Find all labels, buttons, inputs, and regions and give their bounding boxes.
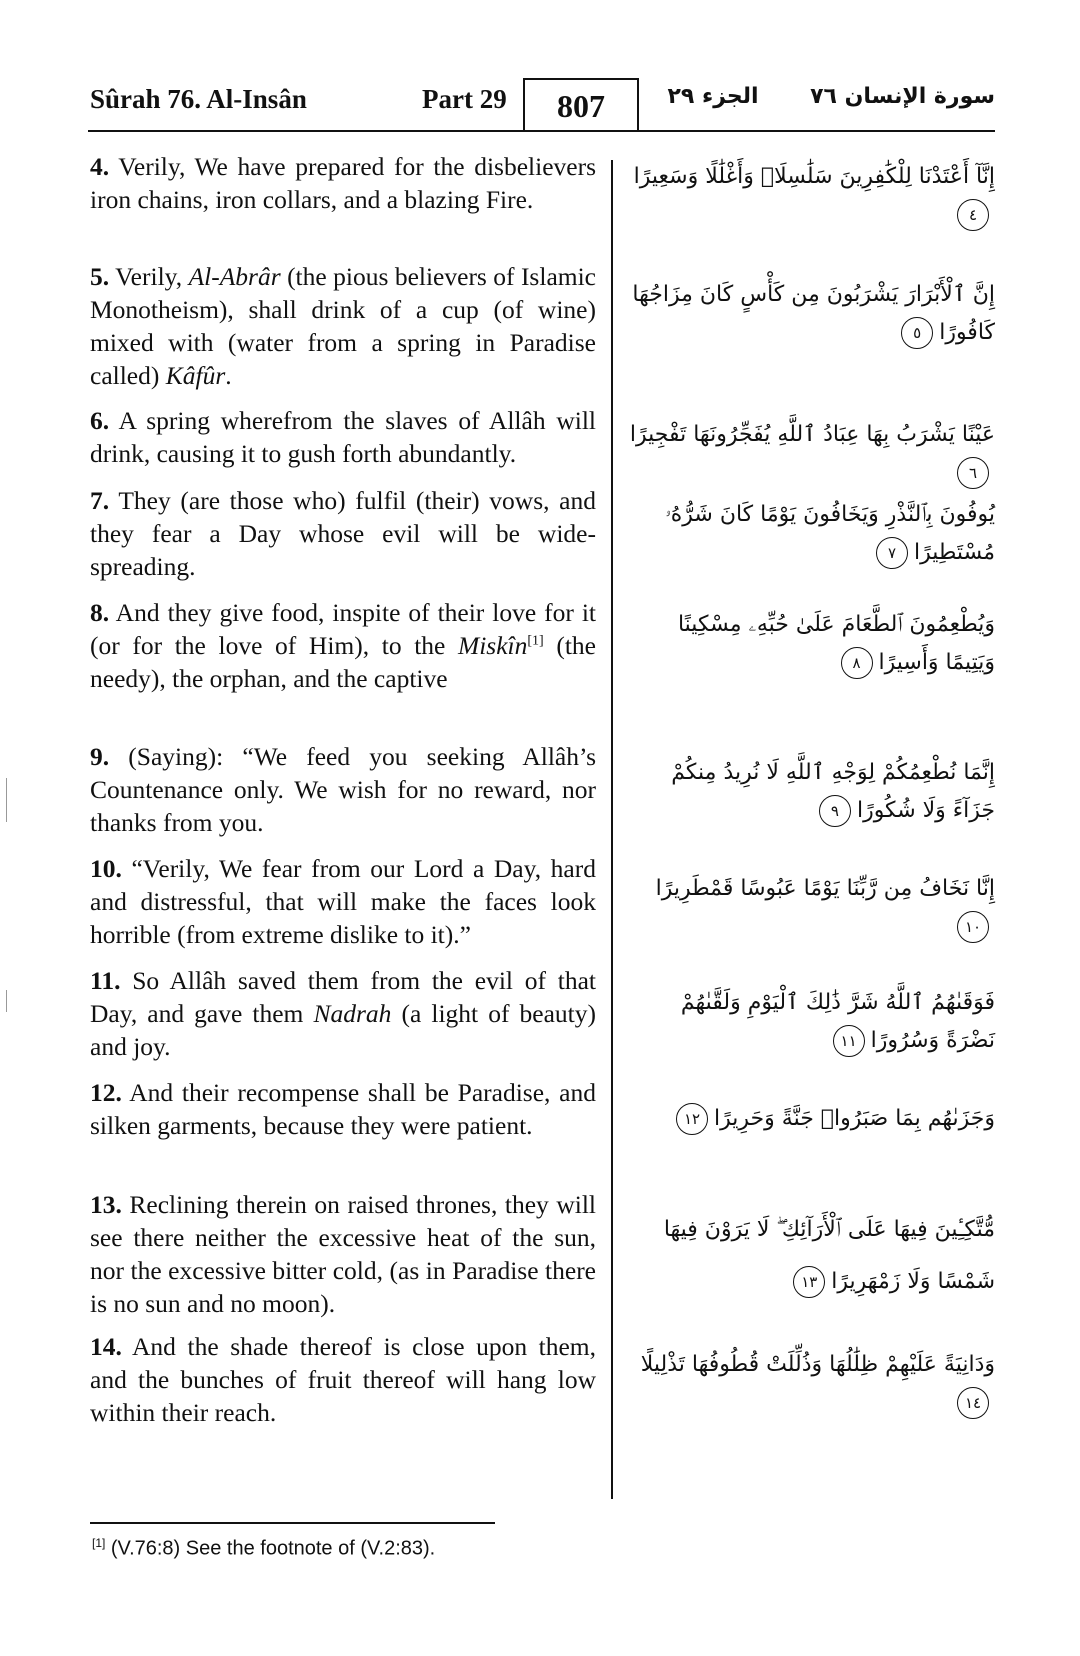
verse-text: (Saying): “We feed you seeking Allâh’s Countenance only. We wish for no reward, nor thanks from you. [90,742,596,837]
verse-6-arabic [625,416,995,492]
ayah-marker: ٧ [876,537,908,569]
verse-number: 6. [90,406,110,435]
surah-title: Sûrah 76. Al-Insân [90,84,307,114]
verse-11-arabic [625,984,995,1060]
term-italic: Kâfûr [165,361,226,390]
verse-5-arabic [625,276,995,352]
ayah-marker: ٥ [901,317,933,349]
verse-number: 13. [90,1190,122,1219]
term-italic: Nadrah [313,999,392,1028]
verse-text: Reclining therein on raised thrones, they will see there neither the excessive heat of the sun, nor the excessive bitter cold, (as in Paradise there is no sun and no moon). [90,1190,596,1318]
verse-number: 4. [90,152,110,181]
verse-4-arabic [625,158,995,234]
ayah-marker: ١١ [833,1025,865,1057]
verse-text: A spring wherefrom the slaves of Allâh will drink, causing it to gush forth abundantly. [90,406,596,468]
verse-text: “Verily, We fear from our Lord a Day, hard and distressful, that will make the faces look horrible (from extreme dislike to it).” [90,854,596,949]
arabic-text: يُوفُونَ بِٱلنَّذْرِ وَيَخَافُونَ يَوْمًا كَانَ شَرُّهُۥ مُسْتَطِيرًا [665,502,995,565]
verse-11 [90,964,596,1063]
verse-number: 5. [90,262,110,291]
ayah-marker: ٩ [819,795,851,827]
verse-10-arabic [625,870,995,946]
ayah-marker: ١٤ [957,1387,989,1419]
verse-text: (a light of beauty) and joy. [90,999,596,1061]
verse-10 [90,852,596,951]
footnote-divider [90,1522,495,1524]
verse-number: 7. [90,486,110,515]
verse-text: (the needy), the orphan, and the captive [90,631,596,693]
verse-5 [90,260,596,392]
arabic-text: وَدَانِيَةً عَلَيْهِمْ ظِلَٰلُهَا وَذُلِّلَتْ قُطُوفُهَا تَذْلِيلًا [640,1352,995,1377]
surah-title-arabic: سورة الإنسان ٧٦ [810,84,995,109]
verse-6 [90,404,596,470]
arabic-text: عَيْنًا يَشْرَبُ بِهَا عِبَادُ ٱللَّهِ يُفَجِّرُونَهَا تَفْجِيرًا [629,422,995,447]
ayah-marker: ٦ [957,457,989,489]
verse-text: And their recompense shall be Paradise, and silken garments, because they were patient. [90,1078,596,1140]
footnote-marker: [1] [92,1536,106,1550]
verse-13-arabic [625,1204,995,1308]
verse-text: And they give food, inspite of their love for it (or for the love of Him), to the [90,598,596,660]
scan-mark [6,990,7,1012]
verse-text: They (are those who) fulfil (their) vows, and they fear a Day whose evil will be wide-spreading. [90,486,596,581]
verse-number: 8. [90,598,110,627]
verse-text: So Allâh saved them from the evil of that Day, and gave them [90,966,596,1028]
page-header [90,78,995,132]
header-divider [88,130,995,132]
arabic-text: مُّتَّكِـِٔينَ فِيهَا عَلَى ٱلْأَرَآئِكِ ۖ لَا يَرَوْنَ فِيهَا شَمْسًا وَلَا زَمْهَرِيرًا [663,1217,995,1294]
verse-12 [90,1076,596,1142]
verse-number: 14. [90,1332,122,1361]
verse-8-arabic [625,606,995,682]
page-number: 807 [523,78,639,132]
arabic-text: إِنَّ ٱلْأَبْرَارَ يَشْرَبُونَ مِن كَأْسٍ كَانَ مِزَاجُهَا كَافُورًا [632,282,995,345]
footnote [92,1536,435,1561]
footnote-ref: [1] [527,633,544,649]
part-label: Part 29 [422,84,507,114]
verse-text: Verily, We have prepared for the disbelievers iron chains, iron collars, and a blazing Fire. [90,152,596,214]
ayah-marker: ٨ [841,647,873,679]
term-italic: Al-Abrâr [188,262,281,291]
arabic-text: إِنَّا نَخَافُ مِن رَّبِّنَا يَوْمًا عَبُوسًا قَمْطَرِيرًا [655,876,995,901]
term-italic: Miskîn [457,631,528,660]
arabic-text: فَوَقَىٰهُمُ ٱللَّهُ شَرَّ ذَٰلِكَ ٱلْيَوْمِ وَلَقَّىٰهُمْ نَضْرَةً وَسُرُورًا [680,990,995,1053]
verse-7 [90,484,596,583]
scan-mark [6,778,7,822]
verse-7-arabic [625,496,995,572]
footnote-text: (V.76:8) See the footnote of (V.2:83). [105,1537,436,1560]
verse-number: 12. [90,1078,122,1107]
verse-14 [90,1330,596,1429]
verse-9 [90,740,596,839]
verse-number: 11. [90,966,121,995]
arabic-text: وَجَزَىٰهُم بِمَا صَبَرُوا۟ جَنَّةً وَحَرِيرًا [714,1106,995,1131]
verse-text: And the shade thereof is close upon them, and the bunches of fruit thereof will hang low within their reach. [90,1332,596,1427]
arabic-text: إِنَّمَا نُطْعِمُكُمْ لِوَجْهِ ٱللَّهِ لَا نُرِيدُ مِنكُمْ جَزَآءً وَلَا شُكُورًا [671,760,995,823]
verse-text: . [225,361,232,390]
verse-14-arabic [625,1346,995,1422]
verse-number: 10. [90,854,122,883]
arabic-text: وَيُطْعِمُونَ ٱلطَّعَامَ عَلَىٰ حُبِّهِۦ مِسْكِينًا وَيَتِيمًا وَأَسِيرًا [677,612,995,675]
ayah-marker: ٤ [957,199,989,231]
ayah-marker: ١٣ [793,1266,825,1298]
verse-number: 9. [90,742,110,771]
verse-4 [90,150,596,216]
verse-text: (the pious believers of Islamic Monotheism), shall drink of a cup (of wine) mixed with (water from a spring in Paradise called) [90,262,597,390]
ayah-marker: ١٢ [676,1103,708,1135]
verse-9-arabic [625,754,995,830]
column-divider [611,160,613,1499]
juz-arabic: الجزء ٢٩ [667,84,759,109]
verse-8 [90,596,596,695]
ayah-marker: ١٠ [957,911,989,943]
arabic-text: إِنَّآ أَعْتَدْنَا لِلْكَٰفِرِينَ سَلَٰسِلَا۟ وَأَغْلَٰلًا وَسَعِيرًا [633,164,995,189]
verse-13 [90,1188,596,1320]
verse-12-arabic [625,1100,995,1138]
verse-text: Verily, [109,262,189,291]
